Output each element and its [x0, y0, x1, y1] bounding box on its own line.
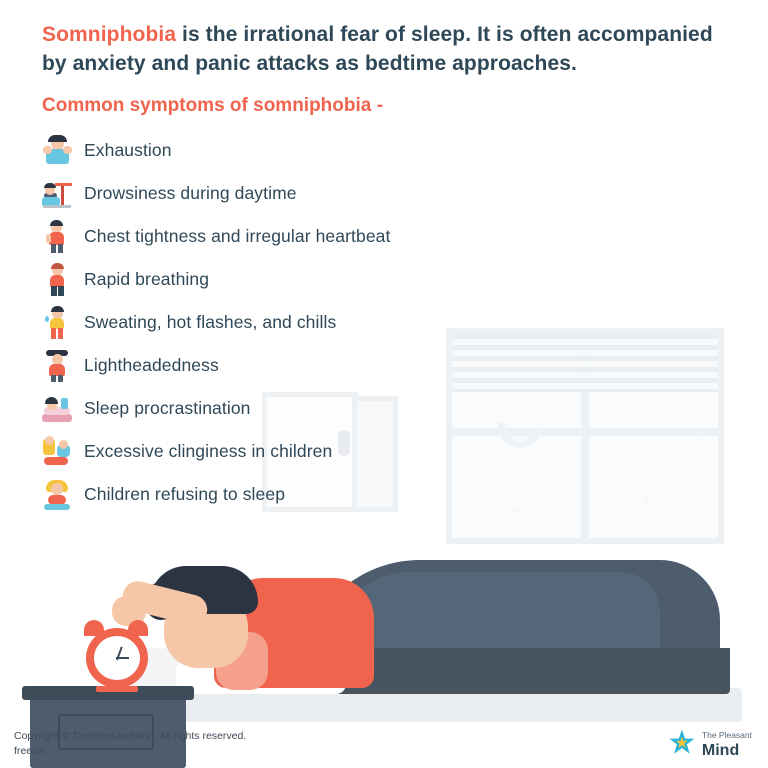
list-item: [42, 344, 728, 387]
intro-rest: is the irrational fear of sleep. It is often accompanied by anxiety and panic attacks as bedtime approaches.: [42, 23, 713, 75]
list-item-label: Lightheadedness: [84, 355, 219, 375]
image-credit-text: freepik: [14, 745, 46, 757]
dizzy-person-icon: [42, 349, 72, 383]
brand-name-bottom: Mind: [701, 741, 740, 759]
list-item-label: Children refusing to sleep: [84, 484, 286, 504]
person-breathing-fast-icon: [42, 263, 72, 297]
person-in-bed-phone-icon: [42, 392, 72, 426]
list-item-label: Sleep procrastination: [84, 398, 251, 418]
intro-paragraph: [42, 20, 728, 78]
list-item-label: Drowsiness during daytime: [84, 183, 297, 203]
copyright-text: Copyright © ThePleasantMind, All rights reserved.: [14, 730, 247, 742]
person-covering-face-icon: [42, 134, 72, 168]
list-item-label: Sweating, hot flashes, and chills: [84, 312, 337, 332]
person-sleeping-at-desk-icon: [42, 177, 72, 211]
child-refusing-sleep-icon: [42, 478, 72, 512]
alarm-clock-hand-minute: [116, 657, 129, 659]
list-item: [42, 258, 728, 301]
list-item: [42, 387, 728, 430]
list-item-label: Chest tightness and irregular heartbeat: [84, 226, 391, 246]
list-item: [42, 430, 728, 473]
list-item-label: Excessive clinginess in children: [84, 441, 333, 461]
alarm-clock-legs: [96, 686, 138, 692]
list-item: [42, 473, 728, 516]
list-item: [42, 129, 728, 172]
list-item: [42, 172, 728, 215]
list-item: [42, 215, 728, 258]
child-clinging-to-parent-icon: [42, 435, 72, 469]
blanket-highlight: [330, 572, 660, 652]
person-sweating-icon: [42, 306, 72, 340]
term-somniphobia: Somniphobia: [42, 23, 177, 46]
page-subheading: Common symptoms of somniphobia -: [42, 95, 383, 116]
person-holding-chest-icon: [42, 220, 72, 254]
star-logo-icon: [669, 730, 695, 756]
list-item-label: Rapid breathing: [84, 269, 210, 289]
symptoms-list: [42, 129, 728, 516]
brand-wordmark: [702, 726, 752, 760]
brand-name-top: The Pleasant: [701, 730, 752, 740]
list-item-label: Exhaustion: [84, 140, 172, 160]
list-item: [42, 301, 728, 344]
brand-logo[interactable]: [669, 726, 752, 760]
